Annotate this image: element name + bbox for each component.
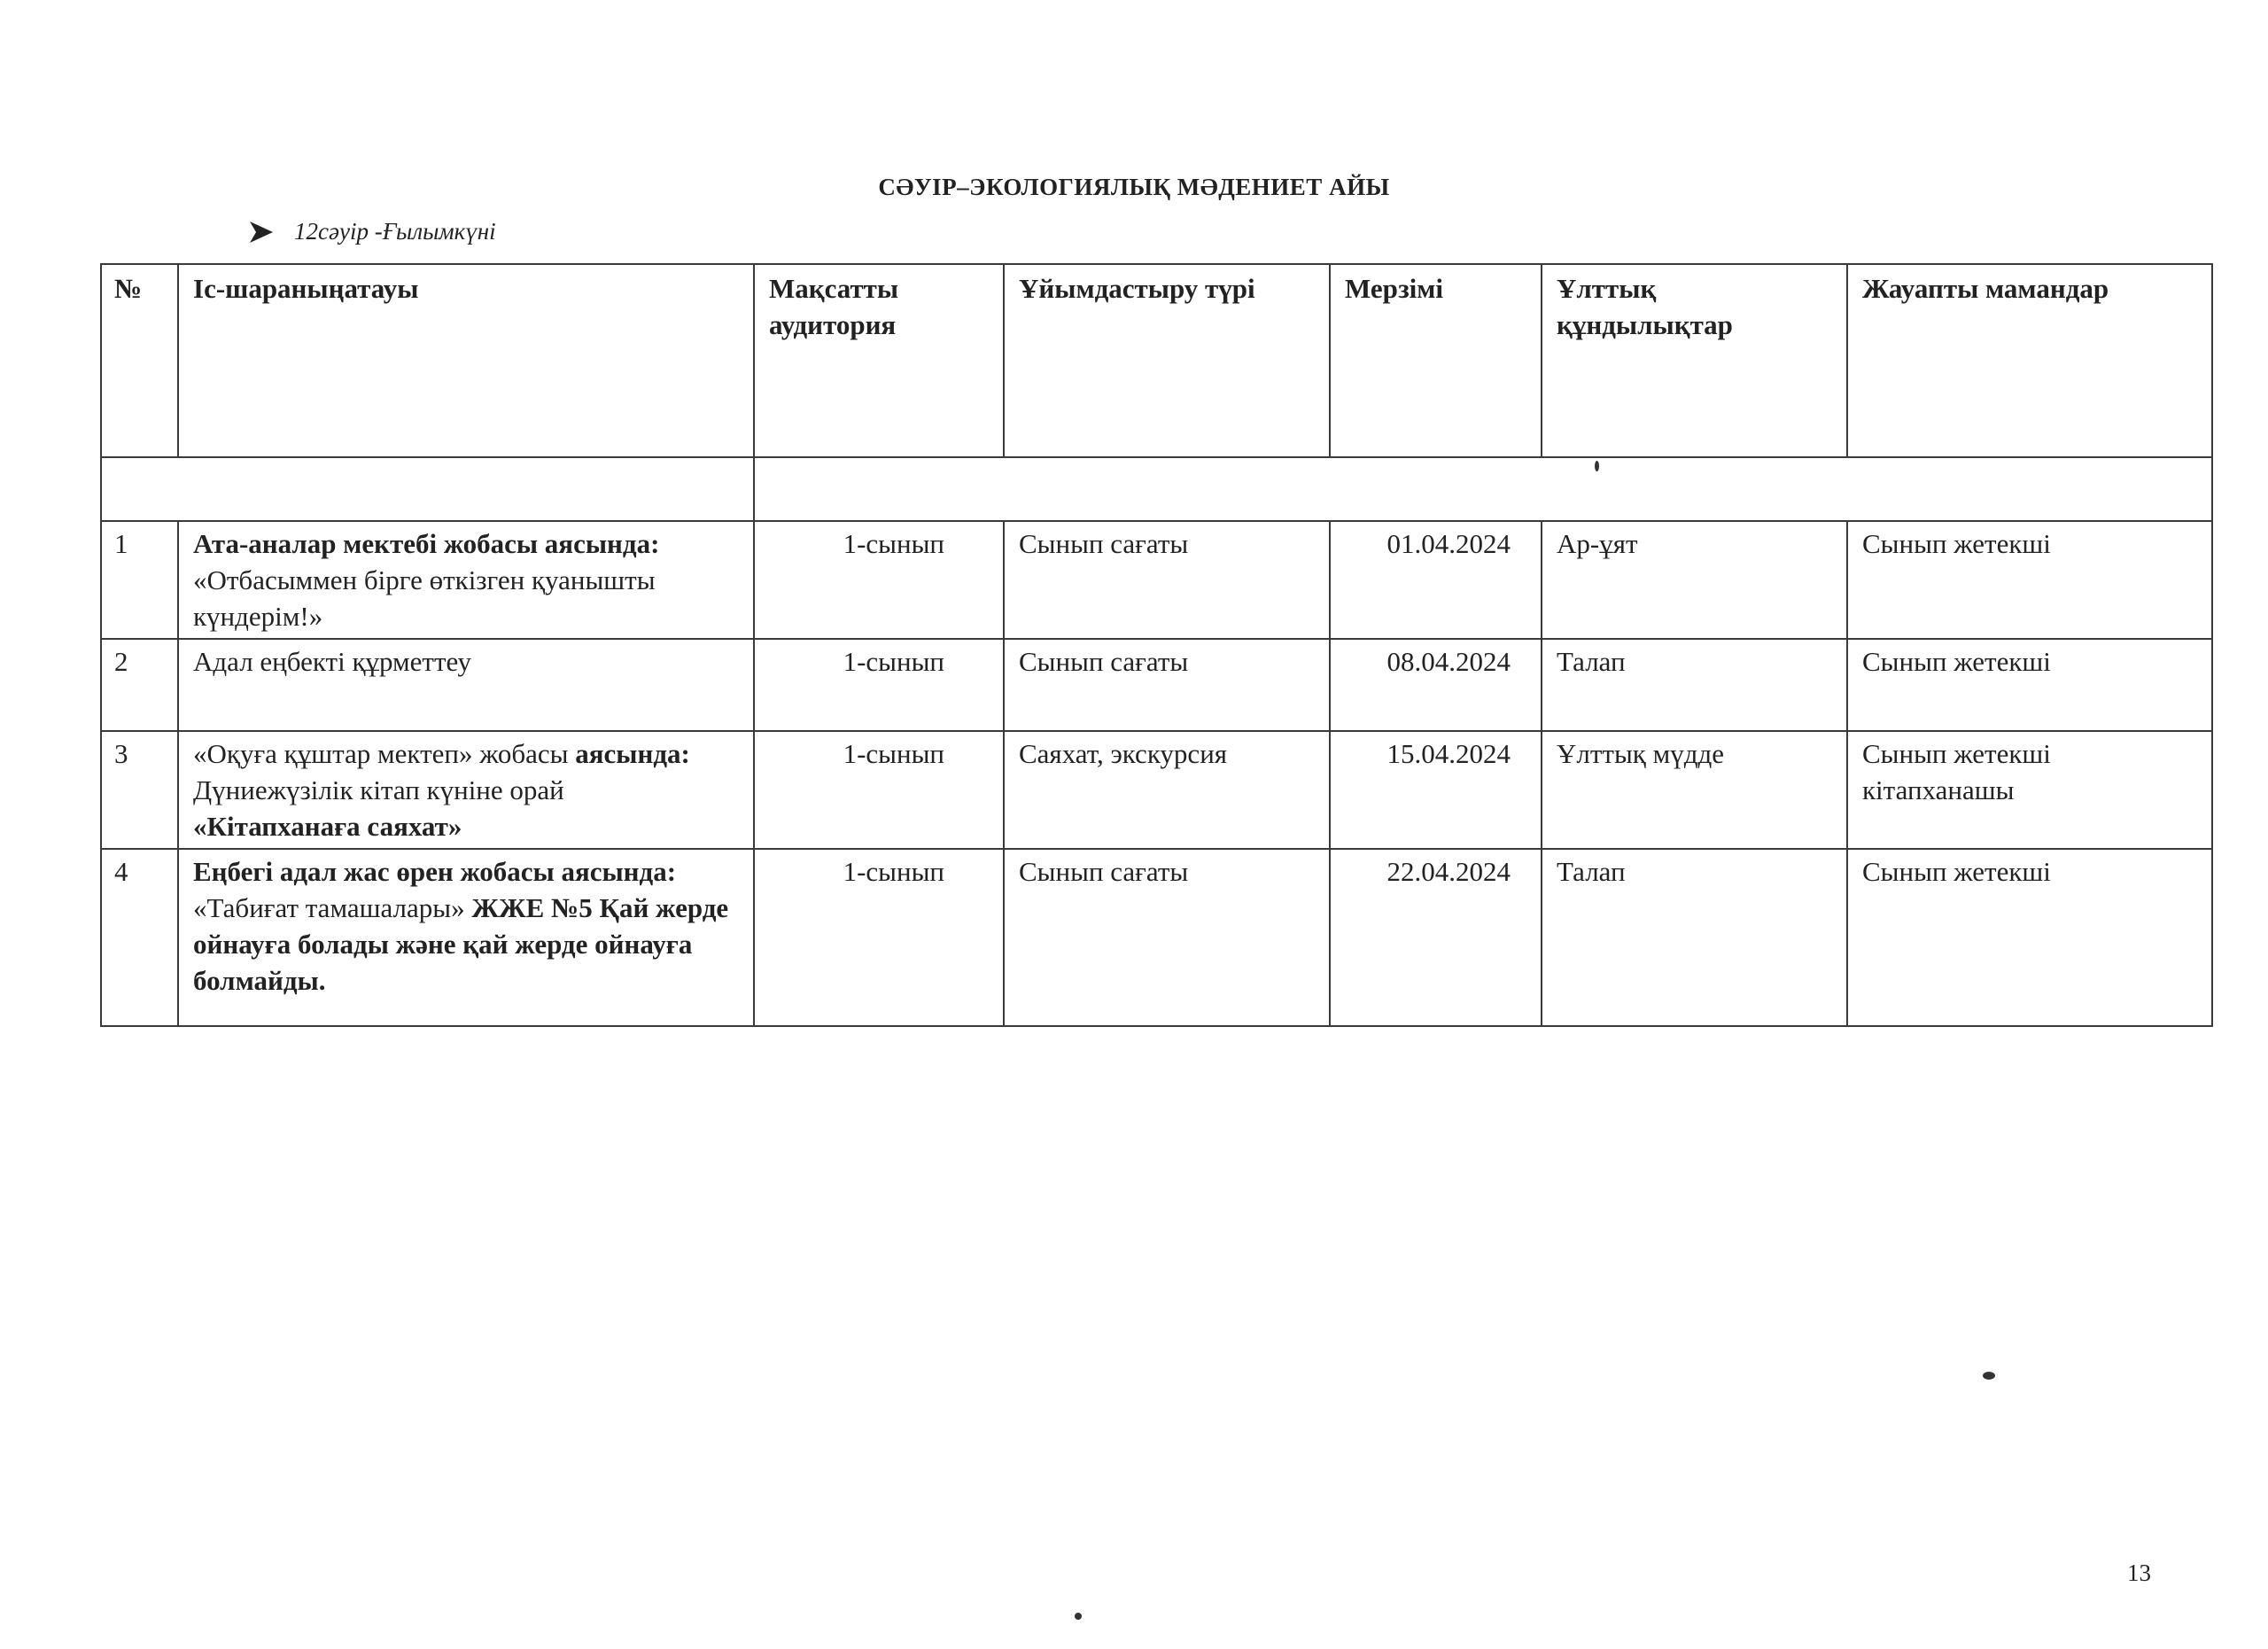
header-values: Ұлттық құндылықтар	[1542, 264, 1847, 457]
cell-responsible: Сынып жетекші	[1847, 639, 2212, 731]
cell-form: Сынып сағаты	[1004, 639, 1330, 731]
header-audience: Мақсатты аудитория	[754, 264, 1004, 457]
event-text: «Отбасыммен бірге өткізген қуанышты күндерім!»	[193, 564, 656, 632]
table-row	[101, 849, 2212, 1026]
cell-values: Ұлттық мүдде	[1542, 731, 1847, 849]
cell-event: Адал еңбекті құрметтеу	[178, 639, 754, 731]
subtitle-text: 12сәуір -Ғылымкүні	[294, 218, 496, 245]
cell-responsible: Сынып жетекші	[1847, 849, 2212, 1026]
page-number: 13	[2127, 1560, 2151, 1586]
cell-event	[178, 521, 754, 639]
cell-values: Ар-ұят	[1542, 521, 1847, 639]
cell-audience: 1-сынып	[754, 521, 1004, 639]
scan-speck	[1595, 461, 1599, 471]
cell-audience: 1-сынып	[754, 849, 1004, 1026]
scan-speck	[1075, 1613, 1082, 1620]
header-row	[101, 264, 2212, 457]
cell-values: Талап	[1542, 849, 1847, 1026]
spacer-cell	[101, 457, 754, 521]
header-date: Мерзімі	[1330, 264, 1542, 457]
event-bold2: ЖЖЕ №5 Қай жерде ойнауға болады және қай жерде ойнауға болмайды.	[193, 892, 729, 996]
event-bold: аясында:	[575, 738, 690, 769]
spacer-row	[101, 457, 2212, 521]
cell-date: 01.04.2024	[1330, 521, 1542, 639]
cell-event	[178, 731, 754, 849]
event-part1: «Оқуға құштар мектеп» жобасы	[193, 738, 569, 769]
cell-form: Саяхат, экскурсия	[1004, 731, 1330, 849]
header-num: №	[101, 264, 178, 457]
cell-num: 1	[101, 521, 178, 639]
event-bold: Еңбегі адал жас өрен жобасы аясында:	[193, 856, 677, 887]
event-text: Дүниежүзілік кітап күніне орай	[193, 774, 564, 805]
header-form: Ұйымдастыру түрі	[1004, 264, 1330, 457]
scan-speck	[1983, 1372, 1995, 1380]
cell-audience: 1-сынып	[754, 731, 1004, 849]
events-table	[100, 263, 2213, 1027]
header-responsible: Жауапты мамандар	[1847, 264, 2212, 457]
cell-date: 15.04.2024	[1330, 731, 1542, 849]
cell-num: 2	[101, 639, 178, 731]
arrow-bullet-icon	[248, 219, 275, 245]
cell-num: 4	[101, 849, 178, 1026]
cell-audience: 1-сынып	[754, 639, 1004, 731]
subtitle	[248, 218, 496, 245]
cell-date: 08.04.2024	[1330, 639, 1542, 731]
page-title: СӘУІР–ЭКОЛОГИЯЛЫҚ МӘДЕНИЕТ АЙЫ	[878, 174, 1390, 200]
cell-event	[178, 849, 754, 1026]
cell-responsible: Сынып жетекші	[1847, 521, 2212, 639]
table-row	[101, 731, 2212, 849]
cell-form: Сынып сағаты	[1004, 849, 1330, 1026]
table-row	[101, 639, 2212, 731]
event-bold2: «Кітапханаға саяхат»	[193, 811, 462, 842]
cell-responsible: Сынып жетекші кітапханашы	[1847, 731, 2212, 849]
event-bold: Ата-аналар мектебі жобасы аясында:	[193, 528, 660, 559]
table-row	[101, 521, 2212, 639]
header-event: Іс-шараныңатауы	[178, 264, 754, 457]
cell-num: 3	[101, 731, 178, 849]
cell-date: 22.04.2024	[1330, 849, 1542, 1026]
cell-values: Талап	[1542, 639, 1847, 731]
event-text: «Табиғат тамашалары»	[193, 892, 465, 923]
spacer-cell	[754, 457, 2212, 521]
cell-form: Сынып сағаты	[1004, 521, 1330, 639]
